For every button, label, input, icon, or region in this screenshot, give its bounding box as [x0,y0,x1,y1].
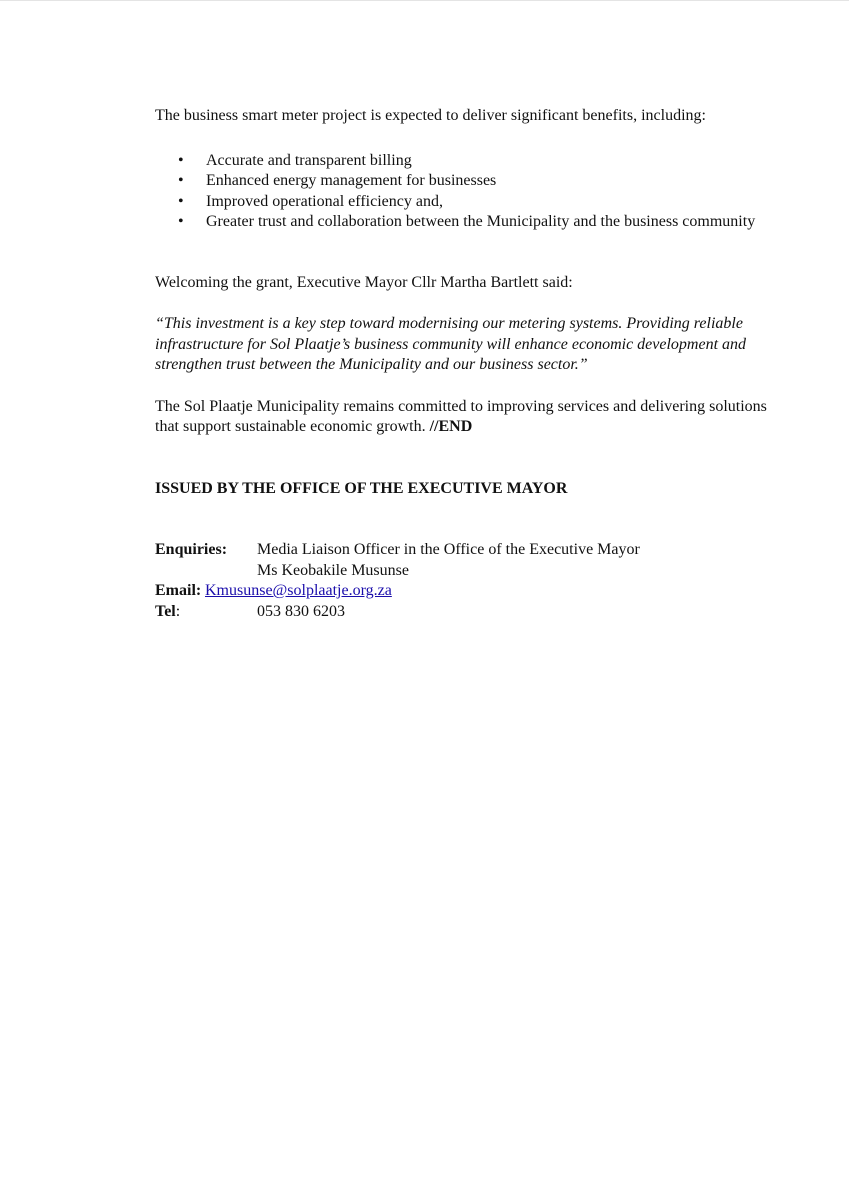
issued-by-heading: ISSUED BY THE OFFICE OF THE EXECUTIVE MAYOR [155,479,568,497]
email-link[interactable]: Kmusunse@solplaatje.org.za [205,582,392,599]
tel-label-group [155,602,257,623]
enquiries-value [257,540,775,581]
enquiries-role: Media Liaison Officer in the Office of the Executive Mayor [257,541,640,558]
mayor-quote: “This investment is a key step toward modernising our metering systems. Providing reliable infrastructure for Sol Plaatje’s business community will enhance economic development and strengthen trust between the Municipality and our business sector.” [155,315,747,373]
bullet-icon: • [178,172,184,189]
benefit-text: Greater trust and collaboration between the Municipality and the business community [206,213,756,230]
end-marker: //END [429,418,473,435]
press-release-body [155,106,775,622]
enquiries-contact-name: Ms Keobakile Musunse [257,561,409,579]
tel-value: 053 830 6203 [257,602,345,620]
benefit-text: Improved operational efficiency and, [206,192,443,210]
benefits-list [155,151,775,233]
contact-details [155,540,775,622]
benefits-intro: The business smart meter project is expected to deliver significant benefits, including: [155,107,706,124]
benefit-item [155,171,775,192]
email-row [155,581,775,602]
benefit-item [155,212,775,233]
bullet-icon: • [178,151,184,169]
bullet-icon: • [178,213,184,230]
enquiries-row [155,540,775,581]
benefit-text: Enhanced energy management for businesses [206,172,497,189]
closing-paragraph [155,397,775,438]
benefit-item [155,192,775,213]
tel-row [155,602,775,623]
email-label: Email: [155,582,202,599]
welcome-statement: Welcoming the grant, Executive Mayor Cllr Martha Bartlett said: [155,273,573,291]
tel-label-colon: : [175,602,181,620]
bullet-icon: • [178,192,184,210]
tel-label: Tel [155,602,176,620]
benefit-text: Accurate and transparent billing [206,151,412,169]
enquiries-label: Enquiries: [155,541,228,558]
benefit-item [155,151,775,172]
closing-text: The Sol Plaatje Municipality remains committed to improving services and delivering solutions that support sustainable economic growth. [155,397,767,435]
